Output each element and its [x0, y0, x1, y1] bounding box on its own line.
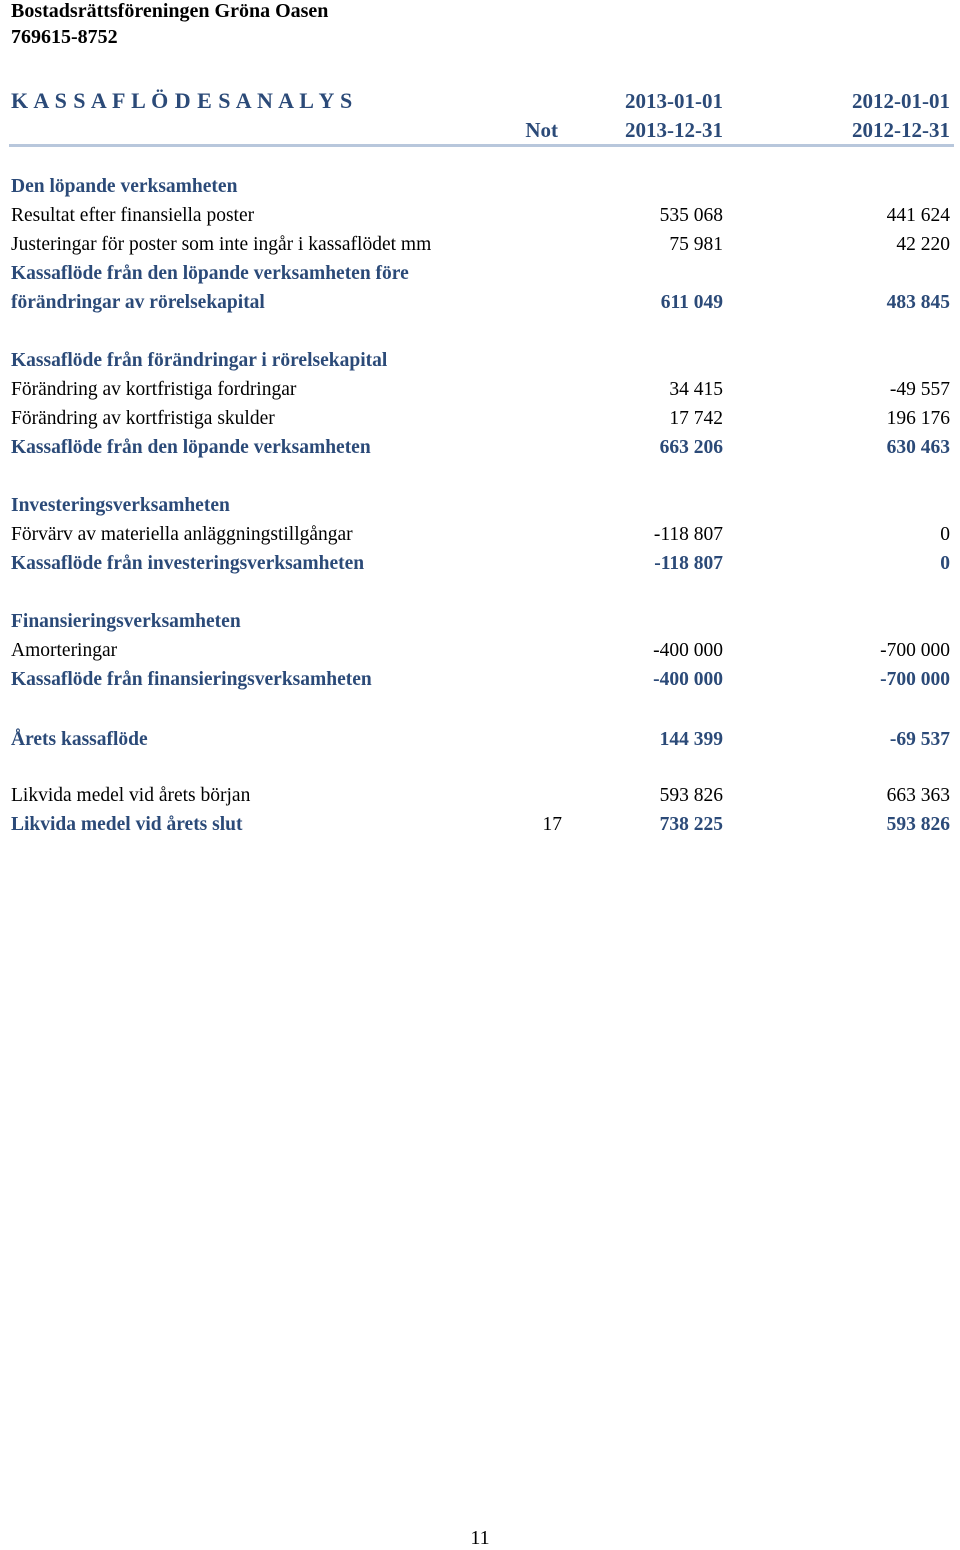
table-row	[11, 408, 951, 436]
table-row	[11, 729, 951, 757]
row-value-2012: -700 000	[880, 669, 950, 690]
row-value-2012: -69 537	[889, 729, 950, 750]
row-label: Kassaflöde från den löpande verksamheten före	[11, 263, 409, 284]
period1-start: 2013-01-01	[625, 89, 723, 113]
header-divider	[9, 144, 954, 147]
table-row	[11, 814, 951, 842]
row-label: Investeringsverksamheten	[11, 495, 230, 516]
table-row	[11, 350, 951, 378]
table-row	[11, 379, 951, 407]
row-label: Kassaflöde från den löpande verksamheten	[11, 437, 371, 458]
row-label: Finansieringsverksamheten	[11, 611, 241, 632]
row-label: Likvida medel vid årets slut	[11, 814, 243, 835]
table-row	[11, 263, 951, 291]
table-row	[11, 234, 951, 262]
table-row	[11, 785, 951, 813]
row-label: Kassaflöde från finansieringsverksamheten	[11, 669, 372, 690]
not-column-header: Not	[525, 118, 558, 142]
row-value-2012: -49 557	[889, 379, 950, 400]
row-value-2013: 611 049	[660, 292, 723, 313]
row-value-2012: 663 363	[886, 785, 950, 806]
row-label: Resultat efter finansiella poster	[11, 205, 255, 226]
row-value-2013: 663 206	[659, 437, 723, 458]
org-name: Bostadsrättsföreningen Gröna Oasen	[11, 0, 329, 22]
table-row	[11, 669, 951, 697]
table-row	[11, 640, 951, 668]
page-number: 11	[470, 1527, 490, 1549]
row-value-2013: 593 826	[659, 785, 723, 806]
row-label: Förändring av kortfristiga fordringar	[11, 379, 297, 400]
row-value-2012: 630 463	[886, 437, 950, 458]
row-value-2012: 483 845	[886, 292, 950, 313]
period1-end: 2013-12-31	[625, 118, 723, 142]
page-title: K A S S A F L Ö D E S A N A L Y S	[11, 88, 353, 113]
table-row	[11, 292, 951, 320]
table-row	[11, 524, 951, 552]
row-value-2013: -118 807	[654, 553, 723, 574]
row-value-2012: 441 624	[886, 205, 950, 226]
table-row	[11, 205, 951, 233]
row-value-2013: 144 399	[659, 729, 723, 750]
row-label: Förvärv av materiella anläggningstillgångar	[11, 524, 353, 545]
row-value-2012: 0	[940, 524, 950, 545]
period2-end: 2012-12-31	[852, 118, 950, 142]
row-value-2013: -400 000	[653, 640, 723, 661]
table-row	[11, 495, 951, 523]
table-row	[11, 611, 951, 639]
row-value-2012: 0	[940, 553, 950, 574]
row-value-2012: 42 220	[896, 234, 950, 255]
row-value-2013: 17 742	[669, 408, 723, 429]
row-label: Kassaflöde från förändringar i rörelsekapital	[11, 350, 388, 371]
row-value-2013: 535 068	[659, 205, 723, 226]
row-note: 17	[542, 814, 562, 835]
table-row	[11, 437, 951, 465]
table-row	[11, 176, 951, 204]
row-value-2012: -700 000	[880, 640, 950, 661]
row-label: Likvida medel vid årets början	[11, 785, 251, 806]
org-id: 769615-8752	[11, 26, 118, 48]
row-label: Amorteringar	[11, 640, 118, 661]
period2-start: 2012-01-01	[852, 89, 950, 113]
row-value-2012: 196 176	[886, 408, 950, 429]
row-value-2013: -400 000	[653, 669, 723, 690]
row-value-2013: 34 415	[669, 379, 723, 400]
row-label: Justeringar för poster som inte ingår i kassaflödet mm	[11, 234, 432, 255]
row-value-2012: 593 826	[886, 814, 950, 835]
row-label: Kassaflöde från investeringsverksamheten	[11, 553, 365, 574]
row-value-2013: -118 807	[653, 524, 723, 545]
row-value-2013: 738 225	[659, 814, 723, 835]
row-label: Årets kassaflöde	[11, 729, 148, 750]
row-label: Den löpande verksamheten	[11, 176, 238, 197]
table-row	[11, 553, 951, 581]
row-label: Förändring av kortfristiga skulder	[11, 408, 275, 429]
row-value-2013: 75 981	[669, 234, 723, 255]
row-label: förändringar av rörelsekapital	[11, 292, 265, 313]
